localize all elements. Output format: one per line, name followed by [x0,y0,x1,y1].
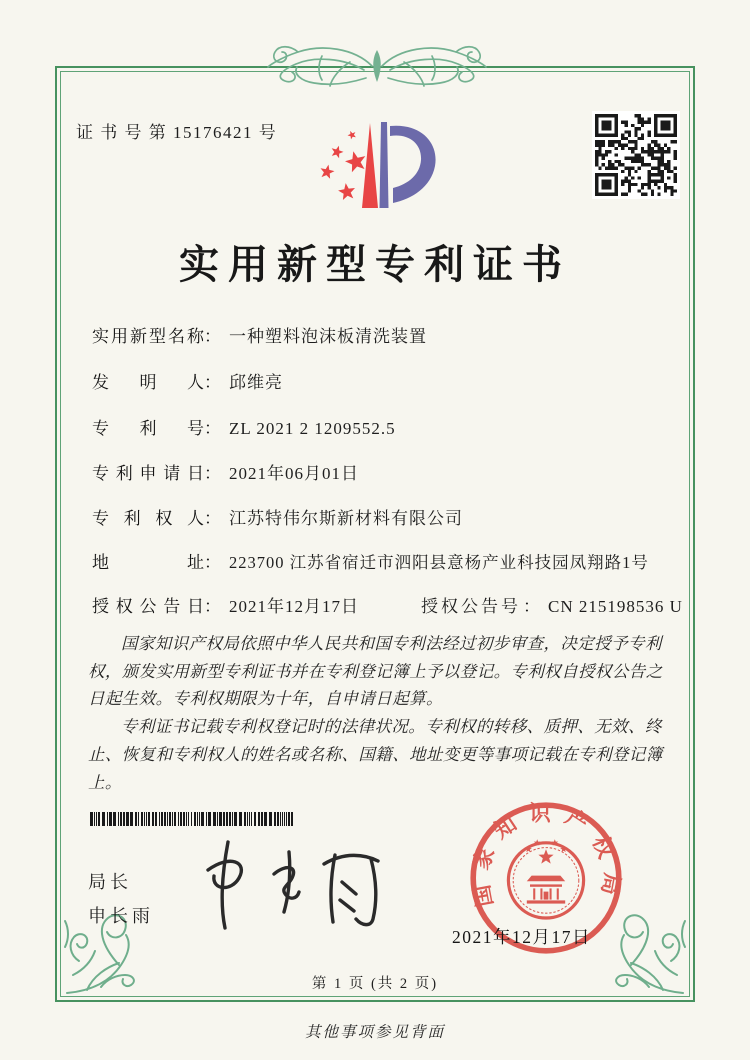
back-side-note: 其他事项参见背面 [304,1024,445,1041]
certificate-number: 证 书 号 第 15176421 号 [76,123,278,142]
colon: ： [204,464,221,483]
field-label: 专利权人 [92,509,204,528]
colon: ： [204,553,221,572]
legal-paragraph-2: 专利证书记载专利权登记时的法律状况。专利权的转移、质押、无效、终止、恢复和专利权人的姓名或名称、国籍、地址变更等事项记载在专利登记簿上。 [88,717,663,792]
field-value: 2021年12月17日 [229,597,359,616]
field-label: 专利号 [92,419,204,438]
field-label: 地址 [92,553,204,572]
field-row-patent-no [92,414,396,439]
field-row-filing-date [92,459,359,484]
colon: ： [204,597,221,616]
field-row-name [92,322,427,347]
field-label: 实用新型名称 [92,327,204,346]
colon: ： [204,373,221,392]
national-emblem [508,839,583,918]
legal-text [88,630,666,796]
field-label: 专利申请日 [92,464,204,483]
field-label: 授权公告号 [421,597,521,616]
field-row-inventor [92,368,283,393]
field-value: 邱维亮 [229,373,283,392]
grant-no-pair [421,597,683,616]
field-label: 发明人 [92,373,204,392]
seal-date: 2021年12月17日 [452,927,591,947]
field-value: 一种塑料泡沫板清洗装置 [229,327,427,346]
field-row-patentee [92,504,463,529]
cnipa-logo [300,110,460,220]
legal-paragraph-1: 国家知识产权局依照中华人民共和国专利法经过初步审查，决定授予专利权，颁发实用新型专利证书并在专利登记簿上予以登记。专利权自授权公告之日起生效。专利权期限为十年，自申请日起算。 [88,634,663,709]
field-value: ZL 2021 2 1209552.5 [229,419,396,438]
seal-text: 国家知识产权局 [467,801,625,909]
page-number: 第 1 页 (共 2 页) [311,976,439,992]
certificate-title: 实用新型专利证书 [179,242,571,287]
field-row-address [92,548,649,573]
field-value: 2021年06月01日 [229,464,359,483]
colon: ： [204,327,221,346]
field-label: 授权公告日 [92,597,204,616]
commissioner-title: 局长 [88,872,132,892]
colon: ： [523,597,540,616]
commissioner-signature [192,832,402,937]
field-value: CN 215198536 U [548,597,683,616]
field-row-grant [92,592,683,617]
field-value: 江苏特伟尔斯新材料有限公司 [229,509,463,528]
commissioner-name: 申长雨 [88,906,154,926]
barcode [90,812,296,826]
colon: ： [204,509,221,528]
colon: ： [204,419,221,438]
field-value: 223700 江苏省宿迁市泗阳县意杨产业科技园凤翔路1号 [229,553,649,572]
field-list [92,322,683,622]
qr-code [592,111,680,199]
